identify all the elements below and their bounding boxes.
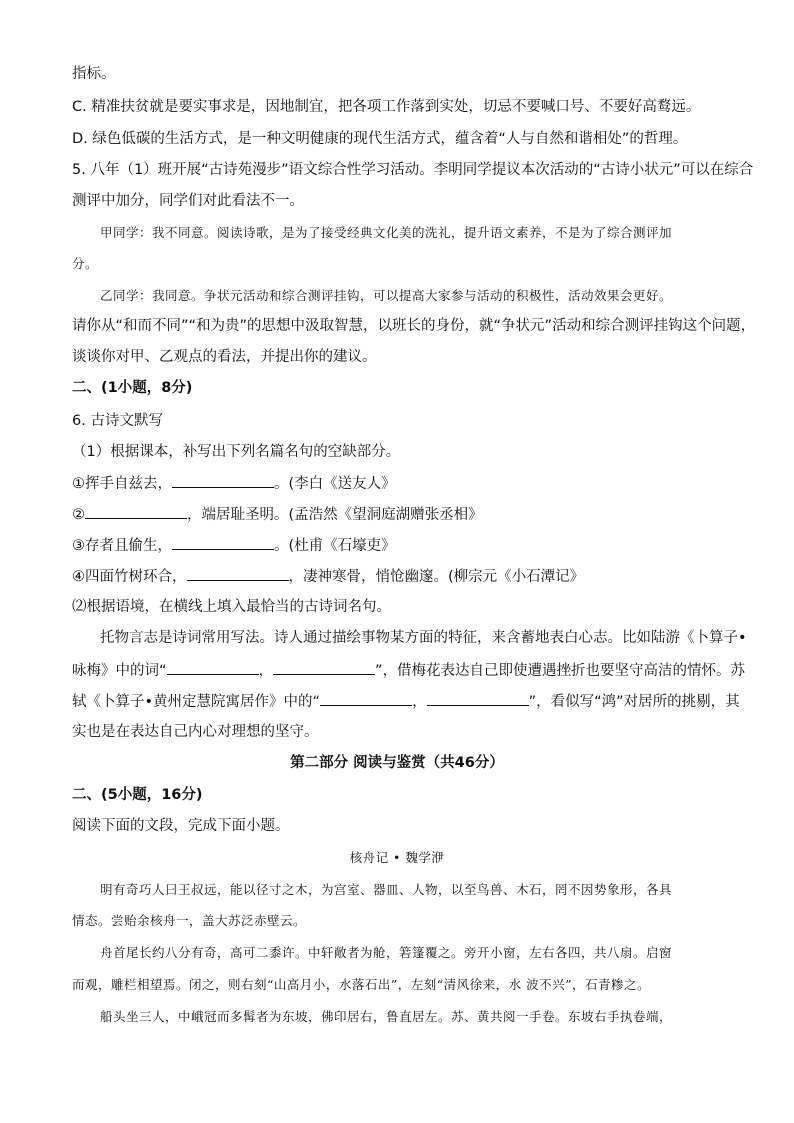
fill-item-2: ② ，端居耻圣明。(孟浩然《望洞庭湖赠张丞相》 xyxy=(72,504,483,525)
text-line: ⑵根据语境，在横线上填入最恰当的古诗词名句。 xyxy=(72,599,391,615)
answer-blank[interactable] xyxy=(320,691,412,706)
option-c: C. 精准扶贫就是要实事求是，因地制宜，把各项工作落到实处，切忌不要喊口号、不要好高鹜远。 xyxy=(72,99,701,115)
text-line: 请你从“和而不同”“和为贵”的思想中汲取智慧，以班长的身份，就“争状元”活动和综合测评挂钩这个问题， xyxy=(72,318,756,334)
text-line: 测评中加分，同学们对此看法不一。 xyxy=(72,193,304,209)
section-heading: 二、(1小题，8分) xyxy=(72,380,193,396)
text-line: 实也是在表达自己内心对理想的坚守。 xyxy=(72,724,319,740)
passage-title: 核舟记 • 魏学洢 xyxy=(349,850,445,865)
passage-line: 舟首尾长约八分有奇，高可二黍许。中轩敞者为舱，箬篷覆之。旁开小窗，左右各四，共八扇。启窗 xyxy=(100,945,673,960)
answer-blank[interactable] xyxy=(167,660,259,675)
question-5: 5. 八年（1）班开展“古诗苑漫步”语文综合性学习活动。李明同学提议本次活动的“古诗小状元”可以在综合 xyxy=(72,162,754,178)
fill-item-4: ④四面竹树环合， ，凄神寒骨，悄怆幽邃。(柳宗元《小石潭记》 xyxy=(72,566,584,587)
part-heading: 第二部分 阅读与鉴赏（共46分） xyxy=(290,755,504,771)
passage-line: 船头坐三人，中峨冠而多髯者为东坡，佛印居右，鲁直居左。苏、黄共阅一手卷。东坡右手执卷端， xyxy=(100,1009,673,1024)
passage-line: 明有奇巧人曰王叔远，能以径寸之木，为宫室、器皿、人物，以至鸟兽、木石，罔不因势象形，各具 xyxy=(100,882,673,897)
student-b-opinion: 乙同学：我同意。争状元活动和综合测评挂钩，可以提高大家参与活动的积极性，活动效果会更好。 xyxy=(100,288,673,303)
fill-item-6: 轼《卜算子•黄州定慧院寓居作》中的“ ， ”，看似写“鸿”对居所的挑剔，其 xyxy=(72,691,740,712)
text-line: （1）根据课本，补写出下列名篇名句的空缺部分。 xyxy=(72,444,401,460)
answer-blank[interactable] xyxy=(187,566,289,581)
text-line: 阅读下面的文段，完成下面小题。 xyxy=(72,818,290,834)
student-a-opinion: 甲同学：我不同意。阅读诗歌，是为了接受经典文化美的洗礼，提升语文素养，不是为了综合测评加 xyxy=(100,225,673,240)
question-6: 6. 古诗文默写 xyxy=(72,413,163,429)
answer-blank[interactable] xyxy=(273,660,375,675)
fill-item-3: ③存者且偷生， 。(杜甫《石壕吏》 xyxy=(72,535,396,556)
passage-line: 而观，雕栏相望焉。闭之，则右刻“山高月小，水落石出”，左刻“清风徐来，水 波不兴”，石青糁之。 xyxy=(72,977,651,992)
fill-item-1: ①挥手自兹去， 。(李白《送友人》 xyxy=(72,473,396,494)
answer-blank[interactable] xyxy=(427,691,529,706)
text-line: 托物言志是诗词常用写法。诗人通过描绘事物某方面的特征，来含蓄地表白心志。比如陆游《卜算子• xyxy=(100,630,747,646)
fill-item-5: 咏梅》中的词“ ， ”，借梅花表达自己即使遭遇挫折也要坚守高洁的情怀。苏 xyxy=(72,660,745,681)
option-d: D. 绿色低碳的生活方式，是一种文明健康的现代生活方式，蕴含着“人与自然和谐相处”的哲理。 xyxy=(72,131,688,147)
section-heading: 二、(5小题，16分) xyxy=(72,787,203,803)
answer-blank[interactable] xyxy=(85,504,187,519)
text-line: 谈谈你对甲、乙观点的看法，并提出你的建议。 xyxy=(72,349,377,365)
text-line: 分。 xyxy=(72,256,99,271)
answer-blank[interactable] xyxy=(172,535,274,550)
text-line: 指标。 xyxy=(72,66,116,82)
answer-blank[interactable] xyxy=(172,473,274,488)
passage-line: 情态。尝贻余核舟一，盖大苏泛赤壁云。 xyxy=(72,913,307,928)
